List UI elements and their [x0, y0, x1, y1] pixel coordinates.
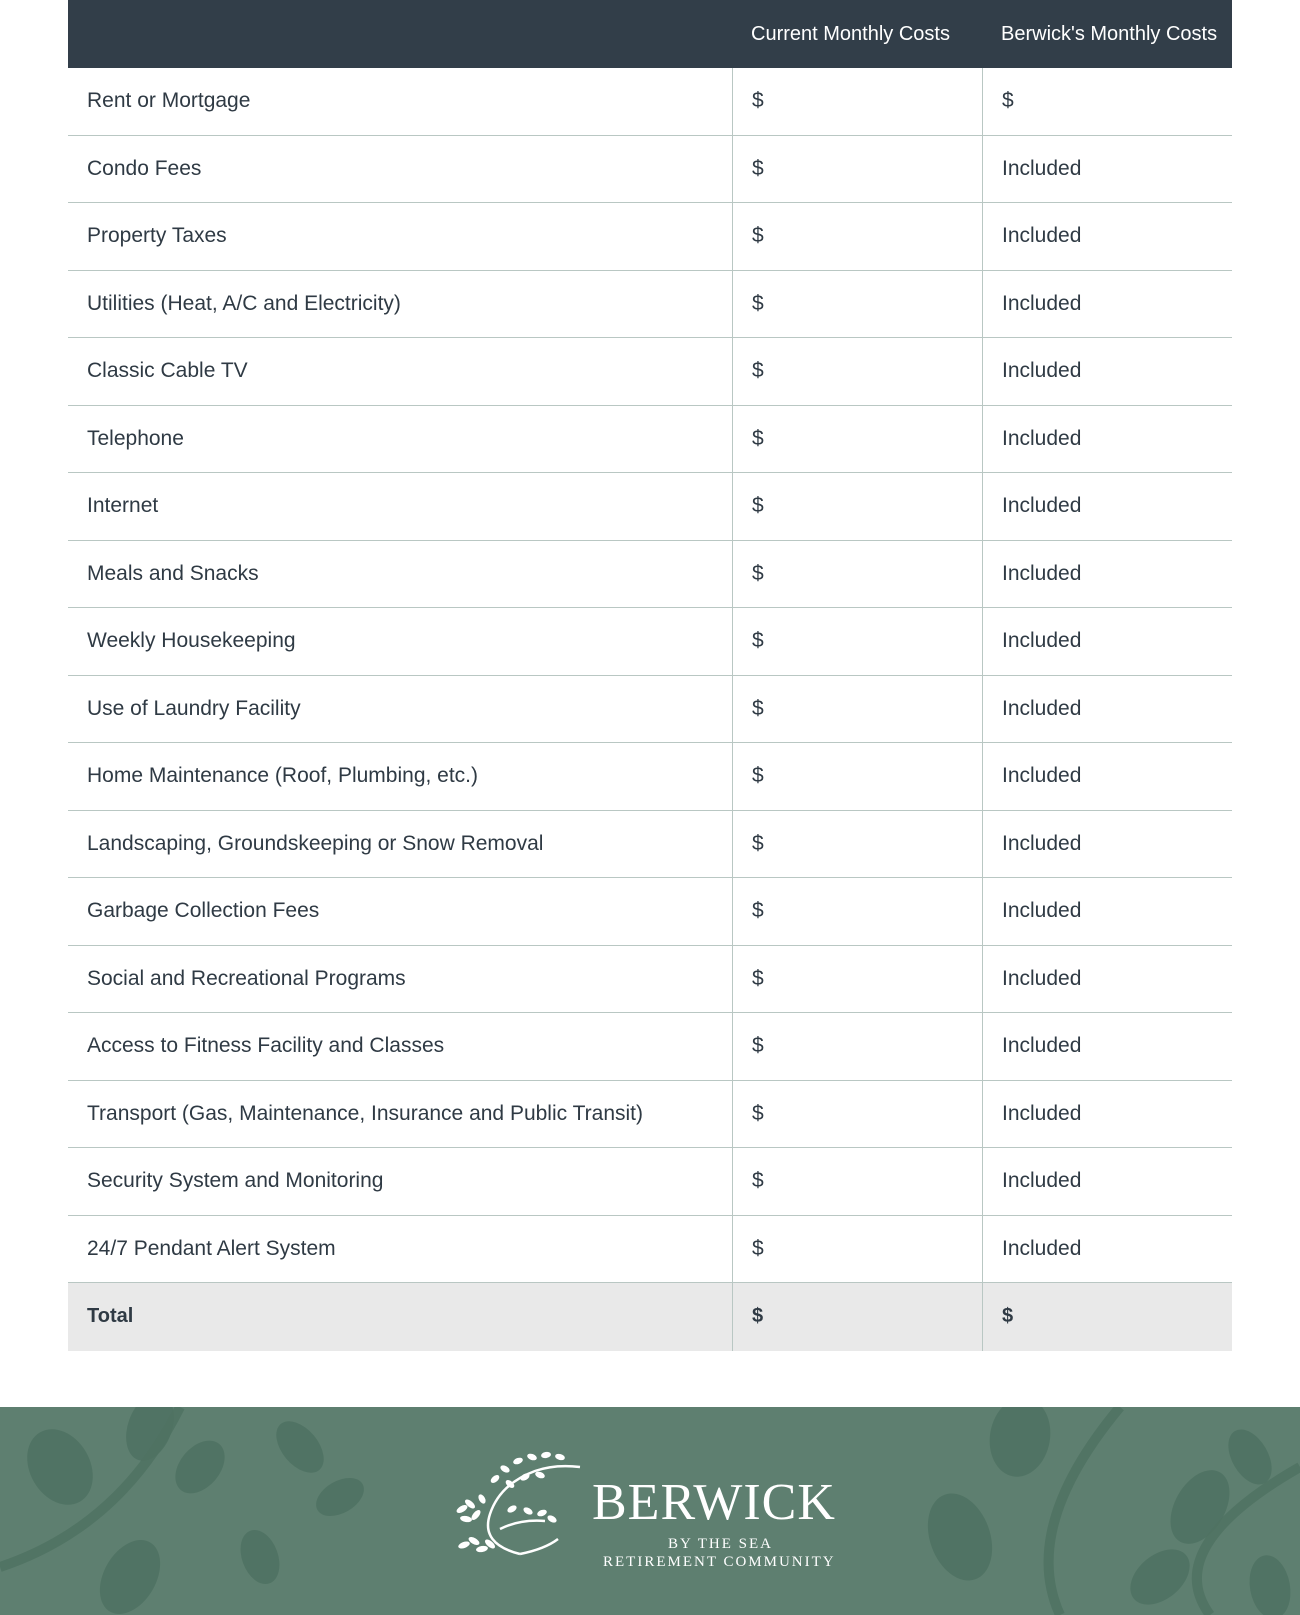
row-item-label: Meals and Snacks: [87, 561, 259, 585]
table-row: [68, 1148, 1232, 1216]
table-row: [68, 68, 1232, 136]
header-berwick-costs: Berwick's Monthly Costs: [1001, 22, 1218, 45]
row-berwick-cost: Included: [982, 1013, 1232, 1080]
table-row: [68, 541, 1232, 609]
total-row: [68, 1283, 1232, 1351]
row-item-label: Weekly Housekeeping: [87, 629, 296, 653]
footer-banner: [0, 1407, 1300, 1615]
row-berwick-cost: Included: [982, 1081, 1232, 1148]
total-label: Total: [87, 1305, 134, 1328]
row-item-label: Telephone: [87, 426, 184, 450]
header-current-costs: Current Monthly Costs: [751, 22, 950, 45]
table-row: [68, 878, 1232, 946]
row-item-label: Social and Recreational Programs: [87, 966, 406, 990]
row-current-cost[interactable]: $: [732, 68, 982, 135]
row-current-cost[interactable]: $: [732, 203, 982, 270]
table-row: [68, 743, 1232, 811]
row-current-cost[interactable]: $: [732, 338, 982, 405]
table-row: [68, 406, 1232, 474]
row-current-cost[interactable]: $: [732, 878, 982, 945]
row-item-label: 24/7 Pendant Alert System: [87, 1236, 336, 1260]
row-berwick-cost: Included: [982, 811, 1232, 878]
row-current-cost[interactable]: $: [732, 1216, 982, 1283]
row-current-cost[interactable]: $: [732, 946, 982, 1013]
vine-leaf-icon: [450, 1449, 590, 1569]
row-item-label: Classic Cable TV: [87, 359, 248, 383]
row-berwick-cost: Included: [982, 406, 1232, 473]
header-item: [68, 0, 732, 68]
row-item-label: Security System and Monitoring: [87, 1169, 384, 1193]
row-current-cost[interactable]: $: [732, 271, 982, 338]
row-berwick-cost: Included: [982, 676, 1232, 743]
row-item-label: Property Taxes: [87, 224, 227, 248]
row-item-label: Transport (Gas, Maintenance, Insurance and Public Transit): [87, 1101, 643, 1125]
table-row: [68, 136, 1232, 204]
table-row: [68, 271, 1232, 339]
row-item-label: Utilities (Heat, A/C and Electricity): [87, 291, 401, 315]
berwick-logo: [450, 1449, 870, 1569]
row-current-cost[interactable]: $: [732, 406, 982, 473]
row-current-cost[interactable]: $: [732, 811, 982, 878]
row-item-label: Internet: [87, 494, 159, 518]
table-row: [68, 203, 1232, 271]
table-row: [68, 1216, 1232, 1284]
row-berwick-cost: Included: [982, 338, 1232, 405]
table-row: [68, 946, 1232, 1014]
table-row: [68, 473, 1232, 541]
table-row: [68, 338, 1232, 406]
table-row: [68, 676, 1232, 744]
row-current-cost[interactable]: $: [732, 541, 982, 608]
row-current-cost[interactable]: $: [732, 1148, 982, 1215]
row-berwick-cost: Included: [982, 1148, 1232, 1215]
table-row: [68, 1081, 1232, 1149]
table-row: [68, 811, 1232, 879]
table-row: [68, 608, 1232, 676]
row-berwick-cost: Included: [982, 541, 1232, 608]
row-current-cost[interactable]: $: [732, 473, 982, 540]
row-current-cost[interactable]: $: [732, 676, 982, 743]
brand-name: BERWICK: [592, 1474, 836, 1531]
row-item-label: Rent or Mortgage: [87, 89, 251, 113]
row-current-cost[interactable]: $: [732, 608, 982, 675]
row-berwick-cost: Included: [982, 473, 1232, 540]
row-berwick-cost: Included: [982, 203, 1232, 270]
row-berwick-cost: Included: [982, 946, 1232, 1013]
brand-tagline-by-the-sea: BY THE SEA: [668, 1536, 774, 1552]
row-current-cost[interactable]: $: [732, 1081, 982, 1148]
row-berwick-cost: Included: [982, 743, 1232, 810]
row-berwick-cost: Included: [982, 1216, 1232, 1283]
row-item-label: Condo Fees: [87, 156, 202, 180]
total-berwick: $: [982, 1283, 1232, 1351]
brand-tagline-retirement: RETIREMENT COMMUNITY: [603, 1554, 836, 1570]
row-item-label: Access to Fitness Facility and Classes: [87, 1034, 445, 1058]
row-berwick-cost: $: [982, 68, 1232, 135]
row-item-label: Landscaping, Groundskeeping or Snow Removal: [87, 831, 544, 855]
row-current-cost[interactable]: $: [732, 1013, 982, 1080]
row-berwick-cost: Included: [982, 271, 1232, 338]
row-berwick-cost: Included: [982, 136, 1232, 203]
row-current-cost[interactable]: $: [732, 136, 982, 203]
row-berwick-cost: Included: [982, 608, 1232, 675]
row-current-cost[interactable]: $: [732, 743, 982, 810]
table-header-row: [68, 0, 1232, 68]
row-item-label: Garbage Collection Fees: [87, 899, 320, 923]
row-berwick-cost: Included: [982, 878, 1232, 945]
cost-comparison-table: [68, 0, 1232, 1351]
row-item-label: Use of Laundry Facility: [87, 696, 301, 720]
table-row: [68, 1013, 1232, 1081]
row-item-label: Home Maintenance (Roof, Plumbing, etc.): [87, 764, 479, 788]
total-current[interactable]: $: [732, 1283, 982, 1351]
